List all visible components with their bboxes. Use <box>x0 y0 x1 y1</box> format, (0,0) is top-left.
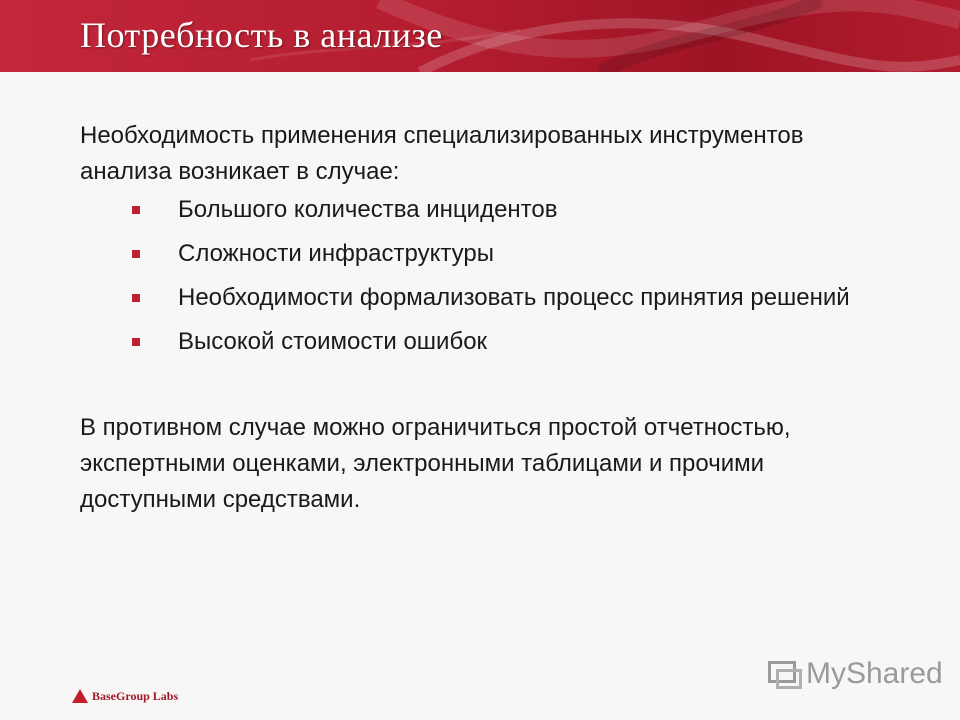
slide-body <box>80 118 900 518</box>
presentation-icon <box>766 659 800 689</box>
bullet-text: Необходимости формализовать процесс принятия решений <box>178 284 850 311</box>
header-band <box>0 0 960 72</box>
square-bullet-icon <box>132 294 140 302</box>
list-item <box>80 282 900 314</box>
square-bullet-icon <box>132 338 140 346</box>
bullet-text: Большого количества инцидентов <box>178 196 558 223</box>
square-bullet-icon <box>132 250 140 258</box>
list-item <box>80 194 900 226</box>
logo-triangle-icon <box>72 689 88 703</box>
watermark-text: MyShared <box>806 657 943 690</box>
conclusion-paragraph: В противном случае можно ограничиться простой отчетностью, экспертными оценками, электронными таблицами и прочими доступными средствами. <box>80 414 791 513</box>
list-item <box>80 326 900 358</box>
myshared-watermark <box>766 654 943 694</box>
slide-title: Потребность в анализе <box>80 15 443 55</box>
intro-paragraph: Необходимость применения специализированных инструментов анализа возникает в случае: <box>80 122 804 185</box>
square-bullet-icon <box>132 206 140 214</box>
basegroup-logo <box>72 686 178 706</box>
bullet-list <box>80 194 900 358</box>
logo-text: BaseGroup Labs <box>92 688 179 703</box>
bullet-text: Сложности инфраструктуры <box>178 240 494 267</box>
bullet-text: Высокой стоимости ошибок <box>178 328 488 355</box>
list-item <box>80 238 900 270</box>
